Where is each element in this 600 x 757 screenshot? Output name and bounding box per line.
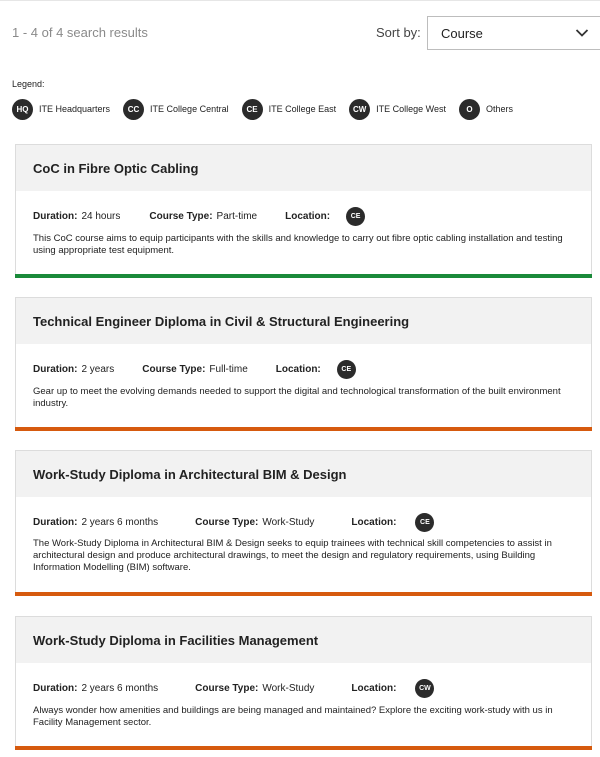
course-meta [33, 677, 434, 699]
legend-label: Others [486, 104, 514, 114]
location-label: Location: [351, 516, 397, 528]
location-badge-icon: CW [415, 679, 434, 698]
card-header [16, 145, 591, 191]
card-accent-bar [15, 427, 592, 431]
course-card[interactable] [15, 616, 592, 750]
course-meta [33, 511, 434, 533]
duration-label: Duration: [33, 516, 78, 528]
course-card[interactable] [15, 450, 592, 596]
course-type-value: Work-Study [262, 682, 315, 694]
duration-label: Duration: [33, 363, 78, 375]
course-card[interactable] [15, 297, 592, 431]
legend [12, 98, 513, 120]
card-accent-bar [15, 274, 592, 278]
course-type-label: Course Type: [195, 682, 259, 694]
course-type-value: Full-time [209, 363, 248, 375]
course-title[interactable]: Work-Study Diploma in Facilities Management [33, 633, 319, 648]
course-description: The Work-Study Diploma in Architectural BIM & Design seeks to equip trainees with technical skill competencies to assist in architectural design and produce architectural drawings, to meet the design and regulatory requirements, using Building Information Modelling (BIM) software. [33, 538, 552, 573]
card-accent-bar [15, 746, 592, 750]
course-type-label: Course Type: [149, 210, 213, 222]
sort-select[interactable] [427, 16, 600, 50]
course-meta [33, 205, 365, 227]
duration-value: 24 hours [81, 210, 121, 222]
course-type-label: Course Type: [195, 516, 259, 528]
duration-label: Duration: [33, 210, 78, 222]
location-badge-icon: CE [337, 360, 356, 379]
duration-value: 2 years [81, 363, 115, 375]
card-accent-bar [15, 592, 592, 596]
legend-label: ITE College Central [150, 104, 229, 114]
cw-badge-icon: CW [349, 99, 370, 120]
legend-item-hq [12, 99, 110, 120]
course-type-label: Course Type: [142, 363, 206, 375]
card-header [16, 298, 591, 344]
legend-item-ce [242, 99, 337, 120]
legend-title: Legend: [12, 79, 45, 89]
legend-item-others [459, 99, 513, 120]
course-type-value: Work-Study [262, 516, 315, 528]
course-title[interactable]: Technical Engineer Diploma in Civil & Structural Engineering [33, 314, 410, 329]
results-count: 1 - 4 of 4 search results [12, 25, 148, 40]
legend-item-cc [123, 99, 229, 120]
course-type-value: Part-time [216, 210, 258, 222]
others-badge-icon: O [459, 99, 480, 120]
course-description: Always wonder how amenities and buildings are being managed and maintained? Explore the exciting work-study with us in Facility Management sector. [33, 705, 553, 728]
legend-item-cw [349, 99, 446, 120]
duration-value: 2 years 6 months [81, 516, 159, 528]
chevron-down-icon [575, 28, 589, 38]
course-card[interactable] [15, 144, 592, 278]
card-header [16, 617, 591, 663]
duration-value: 2 years 6 months [81, 682, 159, 694]
legend-label: ITE College East [268, 104, 337, 114]
sort-selected-value: Course [441, 26, 483, 41]
course-title[interactable]: CoC in Fibre Optic Cabling [33, 161, 199, 176]
course-meta [33, 358, 356, 380]
hq-badge-icon: HQ [12, 99, 33, 120]
course-description: This CoC course aims to equip participants with the skills and knowledge to carry out fibre optic cabling installation and testing using appropriate test equipment. [33, 233, 563, 256]
location-badge-icon: CE [415, 513, 434, 532]
location-label: Location: [285, 210, 331, 222]
results-toolbar [12, 16, 592, 50]
location-label: Location: [275, 363, 321, 375]
legend-label: ITE Headquarters [39, 104, 111, 114]
location-label: Location: [351, 682, 397, 694]
duration-label: Duration: [33, 682, 78, 694]
course-title[interactable]: Work-Study Diploma in Architectural BIM & Design [33, 467, 347, 482]
location-badge-icon: CE [346, 207, 365, 226]
sort-label: Sort by: [376, 25, 421, 40]
card-header [16, 451, 591, 497]
cc-badge-icon: CC [123, 99, 144, 120]
course-description: Gear up to meet the evolving demands needed to support the digital and technological transformation of the built environment industry. [33, 386, 561, 409]
top-divider [0, 0, 600, 1]
legend-label: ITE College West [376, 104, 446, 114]
ce-badge-icon: CE [242, 99, 263, 120]
